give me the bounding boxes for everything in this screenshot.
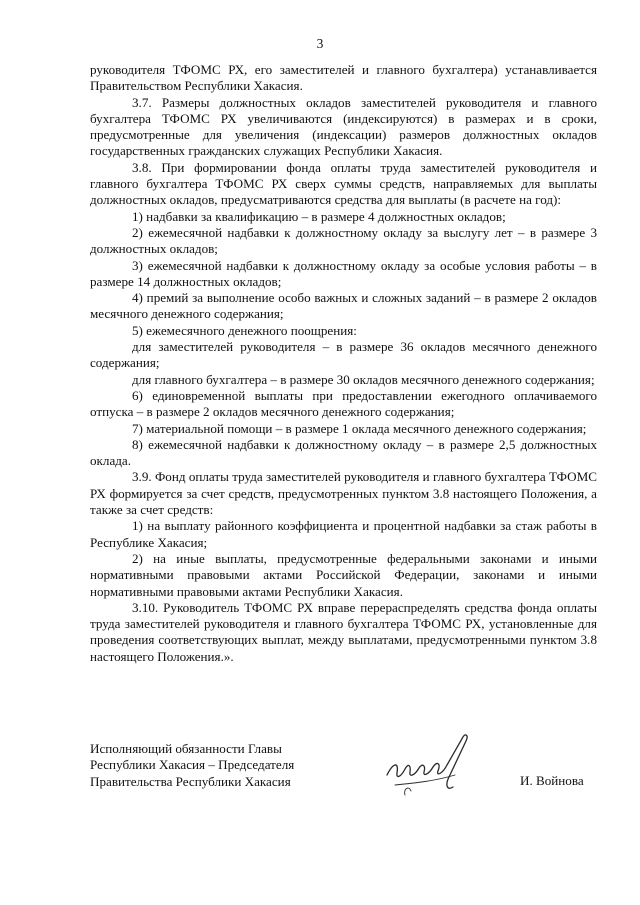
document-body	[90, 62, 597, 665]
signatory-title-line-2: Республики Хакасия – Председателя	[90, 757, 295, 773]
signatory-name: И. Войнова	[520, 773, 584, 788]
paragraph: для заместителей руководителя – в размере 36 окладов месячного денежного содержания;	[90, 339, 597, 371]
paragraph: 3.10. Руководитель ТФОМС РХ вправе перераспределять средства фонда оплаты труда заместителей руководителя и главного бухгалтера ТФОМС РХ, установленные для проведения соответствующих выплат, между выплатами, предусмотренными пунктом 3.8 настоящего Положения.».	[90, 599, 597, 664]
paragraph: 2) на иные выплаты, предусмотренные федеральными законами и иными нормативными правовыми актами Российской Федерации, законами и иными нормативными правовыми актами Республики Хакасия.	[90, 550, 597, 599]
paragraph: 3.8. При формировании фонда оплаты труда заместителей руководителя и главного бухгалтера ТФОМС РХ сверх суммы средств, направляемых для выплаты должностных окладов, предусматриваются средства для выплаты (в расчете на год):	[90, 159, 597, 208]
paragraph: 5) ежемесячного денежного поощрения:	[132, 322, 357, 338]
signature-block	[90, 741, 294, 790]
signatory-title-line-3: Правительства Республики Хакасия	[90, 773, 291, 789]
paragraph: 3.7. Размеры должностных окладов заместителей руководителя и главного бухгалтера ТФОМС РХ увеличиваются (индексируются) в размерах и в сроки, предусмотренные для увеличения (индексации) размеров должностных окладов государственных гражданских служащих Республики Хакасия.	[90, 94, 597, 159]
paragraph: руководителя ТФОМС РХ, его заместителей и главного бухгалтера) устанавливается Правительством Республики Хакасия.	[90, 62, 597, 94]
paragraph: 6) единовременной выплаты при предоставлении ежегодного оплачиваемого отпуска – в размере 2 окладов месячного денежного содержания;	[90, 387, 597, 420]
handwritten-signature	[375, 725, 495, 805]
paragraph: 7) материальной помощи – в размере 1 оклада месячного денежного содержания;	[132, 420, 587, 436]
paragraph: 3.9. Фонд оплаты труда заместителей руководителя и главного бухгалтера ТФОМС РХ формируется за счет средств, предусмотренных пунктом 3.8 настоящего Положения, а также за счет средств:	[90, 469, 597, 518]
paragraph: 3) ежемесячной надбавки к должностному окладу за особые условия работы – в размере 14 должностных окладов;	[90, 257, 597, 289]
signatory-title-line-1: Исполняющий обязанности Главы	[90, 741, 282, 756]
page-number: 3	[316, 36, 324, 51]
paragraph: 4) премий за выполнение особо важных и сложных заданий – в размере 2 окладов месячного денежного содержания;	[90, 290, 597, 322]
paragraph: 1) надбавки за квалификацию – в размере 4 должностных окладов;	[132, 208, 506, 224]
paragraph: 8) ежемесячной надбавки к должностному окладу – в размере 2,5 должностных оклада.	[90, 436, 597, 469]
paragraph: для главного бухгалтера – в размере 30 окладов месячного денежного содержания;	[132, 371, 595, 387]
paragraph: 2) ежемесячной надбавки к должностному окладу за выслугу лет – в размере 3 должностных окладов;	[90, 224, 597, 257]
paragraph: 1) на выплату районного коэффициента и процентной надбавки за стаж работы в Республике Хакасия;	[90, 518, 597, 550]
